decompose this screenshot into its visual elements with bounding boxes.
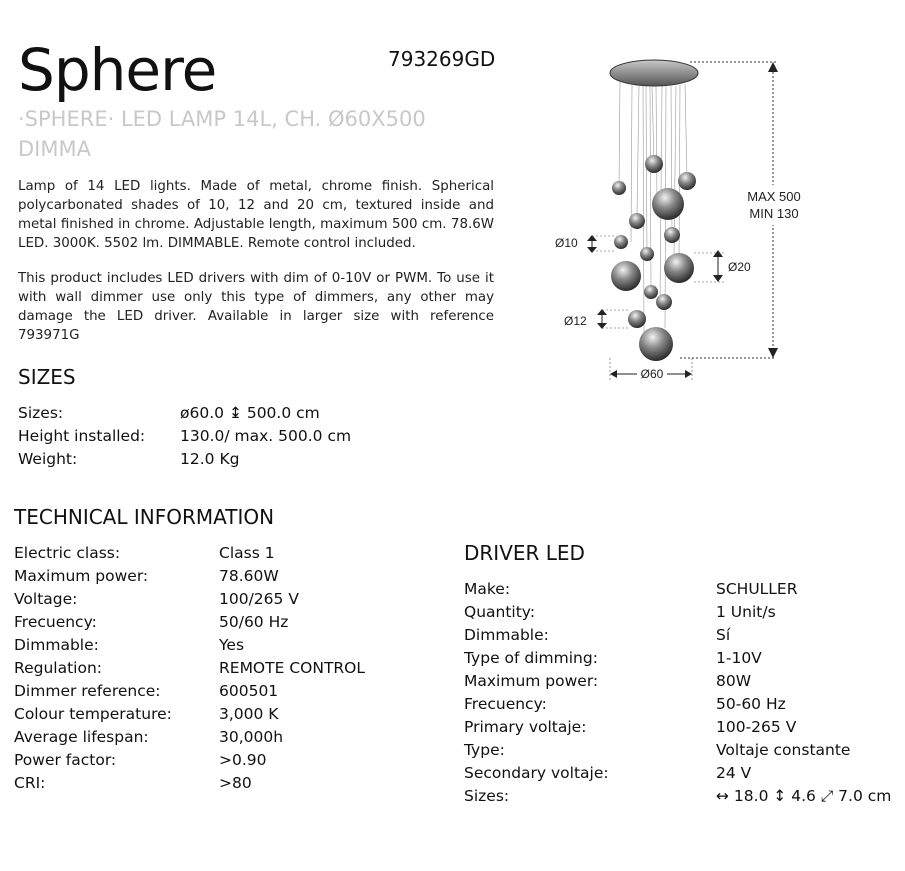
size-label: Height installed: [18, 427, 146, 445]
driver-row [464, 785, 905, 808]
driver-label: Type: [464, 741, 505, 759]
tech-row [14, 634, 419, 657]
size-row [18, 402, 380, 425]
driver-value: SCHULLER [716, 580, 798, 598]
tech-label: Dimmer reference: [14, 682, 161, 700]
tech-row [14, 772, 419, 795]
driver-label: Primary voltaje: [464, 718, 587, 736]
tech-row [14, 611, 419, 634]
ceiling-canopy [610, 60, 698, 86]
driver-label: Type of dimming: [464, 649, 598, 667]
driver-row [464, 762, 905, 785]
driver-label: Frecuency: [464, 695, 547, 713]
tech-value: >0.90 [219, 751, 267, 769]
diameter-10-label: Ø10 [555, 236, 578, 250]
tech-label: Voltage: [14, 590, 78, 608]
driver-row [464, 693, 905, 716]
size-value: ø60.0 ↨ 500.0 cm [180, 404, 320, 422]
tech-row [14, 588, 419, 611]
driver-row [464, 670, 905, 693]
product-subtitle: ·SPHERE· LED LAMP 14L, CH. Ø60X500 DIMMA [18, 107, 426, 161]
tech-label: Maximum power: [14, 567, 149, 585]
technical-heading: TECHNICAL INFORMATION [14, 505, 275, 529]
diameter-12-label: Ø12 [564, 314, 587, 328]
tech-label: CRI: [14, 774, 46, 792]
size-label: Weight: [18, 450, 78, 468]
sphere-shades [611, 155, 696, 361]
tech-value: 600501 [219, 682, 279, 700]
driver-row [464, 578, 905, 601]
description-paragraph-1: Lamp of 14 LED lights. Made of metal, chrome finish. Spherical polycarbonated shades of 10, 12 and 20 cm, textured inside and metal finished in chrome. Adjustable length, maximum 500 cm. 78.6W LED. 3000K. 5502 lm. DIMMABLE. Remote control included. [18, 179, 494, 251]
size-row [18, 448, 380, 471]
tech-label: Regulation: [14, 659, 102, 677]
size-value: 12.0 Kg [180, 450, 240, 468]
driver-label: Quantity: [464, 603, 536, 621]
tech-value: Yes [219, 636, 245, 654]
product-reference: 793269GD [388, 47, 496, 71]
tech-value: 30,000h [219, 728, 284, 746]
tech-value: 100/265 V [219, 590, 299, 608]
driver-row [464, 647, 905, 670]
driver-value: 80W [716, 672, 752, 690]
driver-value: 100-265 V [716, 718, 797, 736]
driver-label: Dimmable: [464, 626, 549, 644]
tech-label: Average lifespan: [14, 728, 149, 746]
size-label: Sizes: [18, 404, 64, 422]
driver-row [464, 739, 905, 762]
tech-value: >80 [219, 774, 252, 792]
tech-value: Class 1 [219, 544, 275, 562]
diameter-60-label: Ø60 [640, 367, 664, 381]
tech-row [14, 703, 419, 726]
driver-value: 1-10V [716, 649, 762, 667]
tech-row [14, 542, 419, 565]
size-value: 130.0/ max. 500.0 cm [180, 427, 352, 445]
driver-heading: DRIVER LED [464, 541, 585, 565]
sizes-heading: SIZES [18, 365, 76, 389]
driver-value: 1 Unit/s [716, 603, 776, 621]
driver-label: Maximum power: [464, 672, 599, 690]
max-height-label: MAX 500 [747, 189, 801, 204]
tech-value: 3,000 K [219, 705, 279, 723]
driver-value: ↔ 18.0 ↕ 4.6 ⤢ 7.0 cm [716, 787, 892, 805]
tech-label: Power factor: [14, 751, 117, 769]
tech-label: Electric class: [14, 544, 121, 562]
tech-label: Frecuency: [14, 613, 97, 631]
tech-value: REMOTE CONTROL [219, 659, 366, 677]
tech-row [14, 749, 419, 772]
driver-value: 50-60 Hz [716, 695, 786, 713]
tech-label: Colour temperature: [14, 705, 172, 723]
driver-label: Sizes: [464, 787, 510, 805]
driver-row [464, 601, 905, 624]
driver-value: Sí [716, 626, 731, 644]
tech-value: 78.60W [219, 567, 279, 585]
driver-label: Make: [464, 580, 511, 598]
tech-row [14, 726, 419, 749]
description-paragraph-2: This product includes LED drivers with dim of 0-10V or PWM. To use it with wall dimmer use only this type of dimmers, any other may damage the LED driver. Available in larger size with reference 793971G [18, 271, 494, 343]
driver-row [464, 624, 905, 647]
driver-value: Voltaje constante [716, 741, 851, 759]
tech-label: Dimmable: [14, 636, 99, 654]
tech-row [14, 565, 419, 588]
lamp-diagram [540, 40, 870, 390]
tech-value: 50/60 Hz [219, 613, 289, 631]
min-height-label: MIN 130 [749, 206, 799, 221]
tech-row [14, 680, 419, 703]
diameter-20-label: Ø20 [728, 260, 751, 274]
driver-value: 24 V [716, 764, 752, 782]
driver-row [464, 716, 905, 739]
product-title: Sphere [18, 36, 217, 104]
size-row [18, 425, 380, 448]
tech-row [14, 657, 419, 680]
driver-label: Secondary voltaje: [464, 764, 609, 782]
